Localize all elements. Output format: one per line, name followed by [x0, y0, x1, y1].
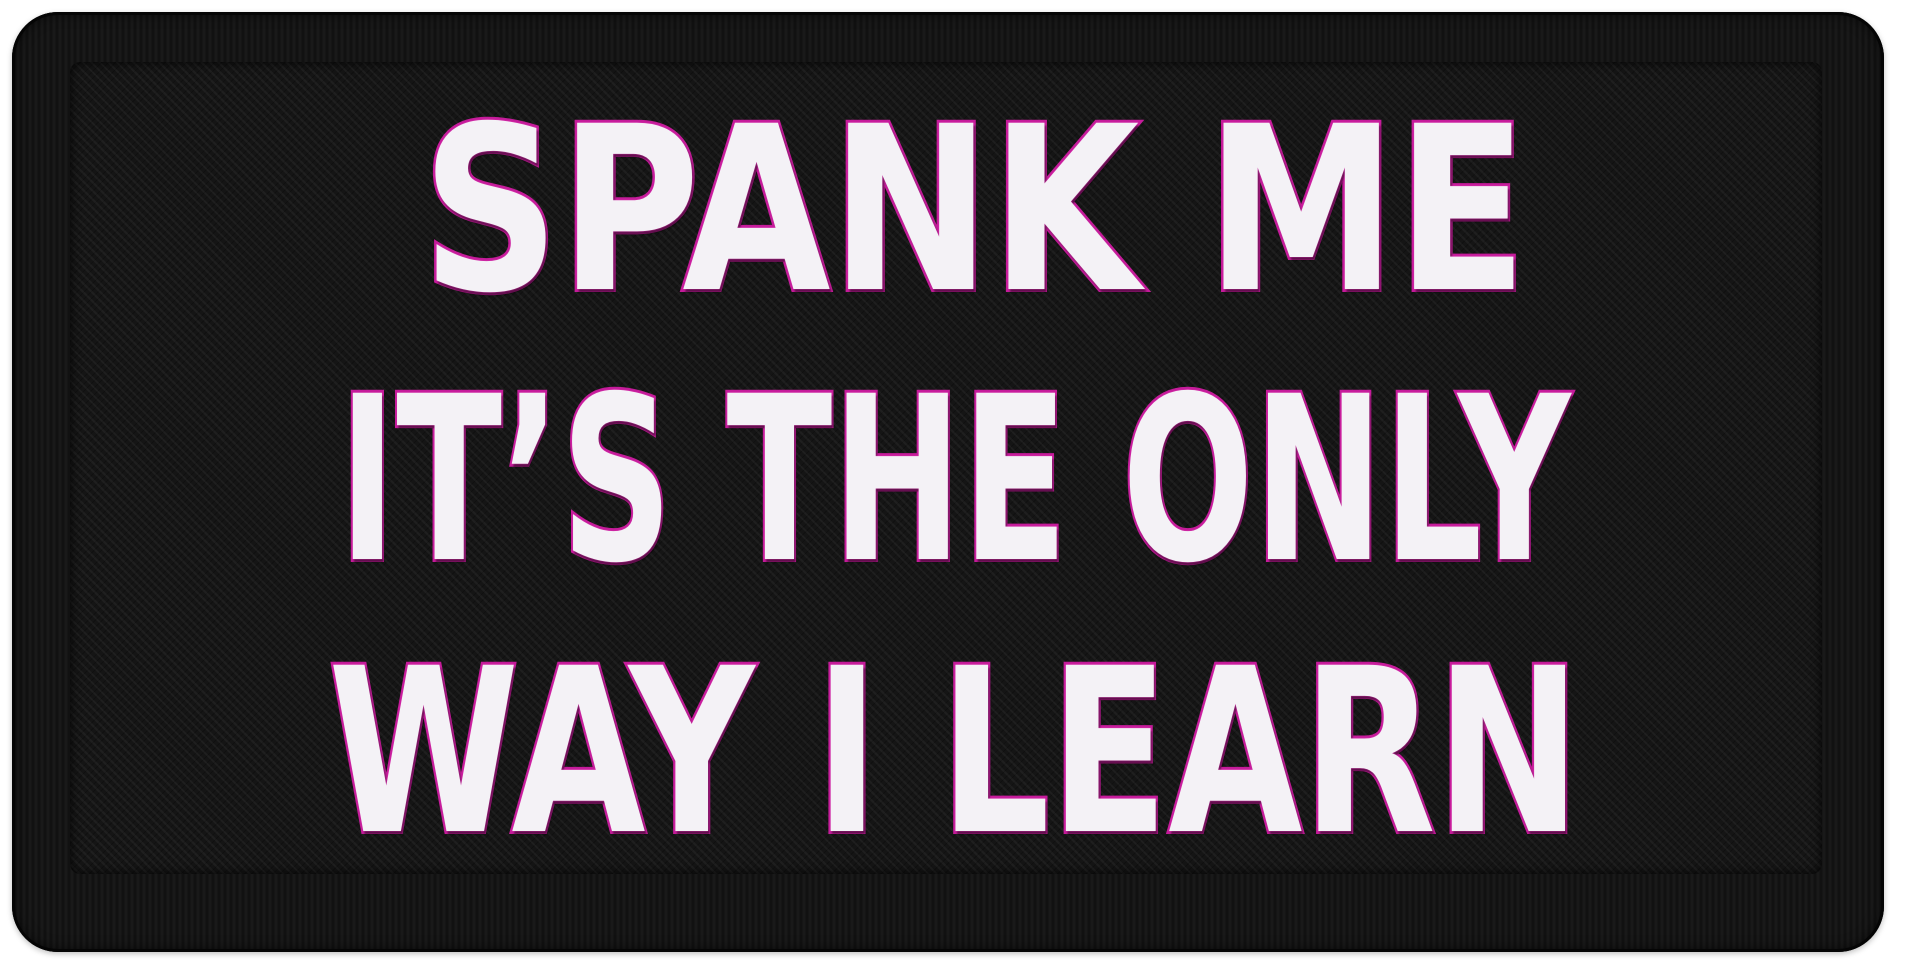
patch-text-line-3: WAY I LEARN [328, 619, 1581, 885]
patch-text-line-1: SPANK ME [421, 77, 1528, 343]
patch-text-line-2: IT’S THE ONLY [338, 347, 1571, 613]
